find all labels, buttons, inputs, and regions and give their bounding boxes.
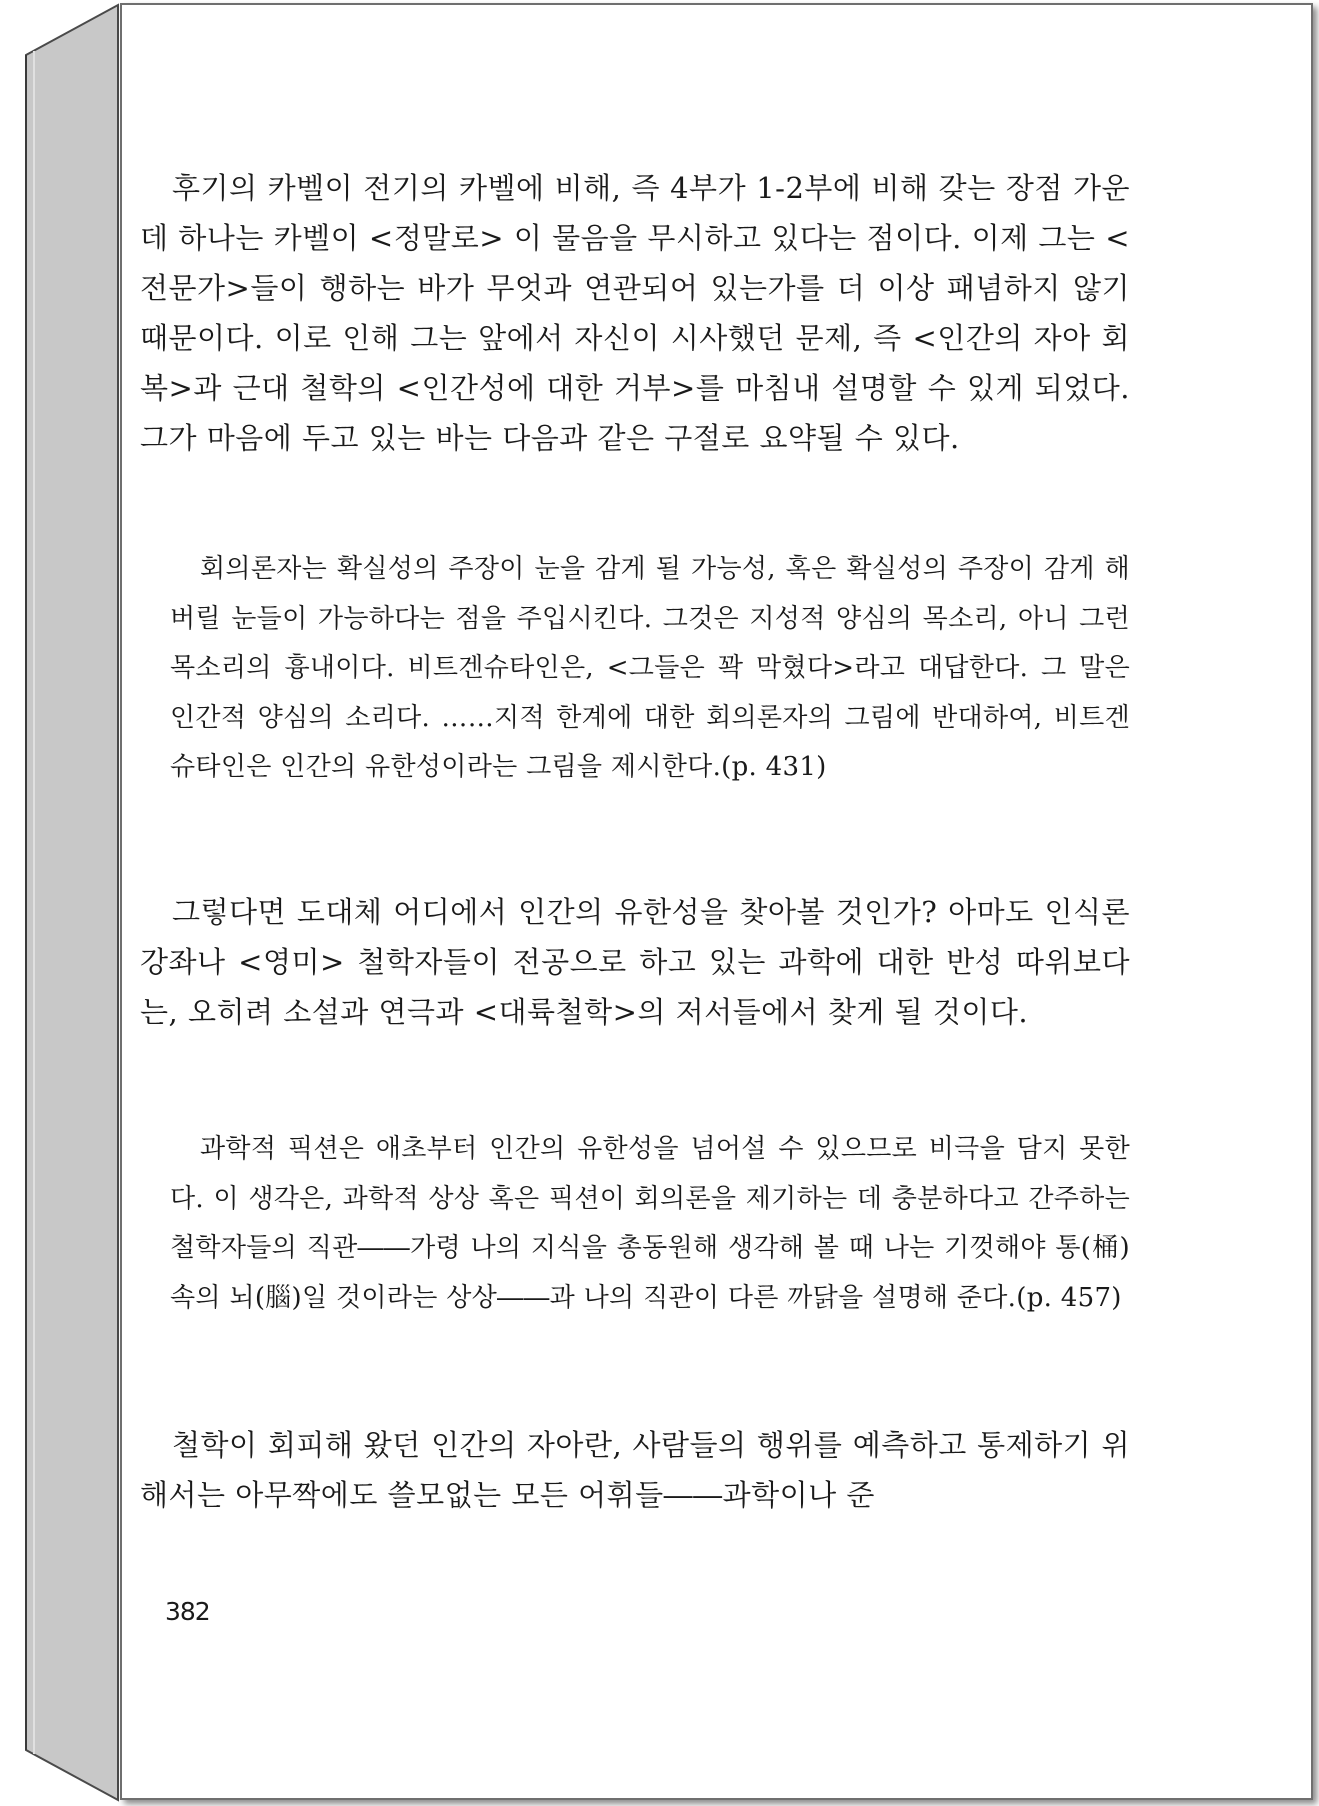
body-paragraph: 그렇다면 도대체 어디에서 인간의 유한성을 찾아볼 것인가? 아마도 인식론 강좌나 <영미> 철학자들이 전공으로 하고 있는 과학에 대한 반성 따위보다는, 오히려 소설과 연극과 <대륙철학>의 저서들에서 찾게 될 것이다. — [140, 895, 1130, 1029]
block-quote: 회의론자는 확실성의 주장이 눈을 감게 될 가능성, 혹은 확실성의 주장이 감게 해버릴 눈들이 가능하다는 점을 주입시킨다. 그것은 지성적 양심의 목소리, 아니 그런 목소리의 흉내이다. 비트겐슈타인은, <그들은 꽉 막혔다>라고 대답한다. 그 말은 인간적 양심의 소리다. ……지적 한계에 대한 회의론자의 그림에 반대하여, 비트겐슈타인은 인간의 유한성이라는 그림을 제시한다.(p. 431) — [170, 554, 1130, 782]
book-spine — [0, 0, 122, 1806]
page-number: 382 — [165, 1597, 210, 1626]
body-paragraph: 후기의 카벨이 전기의 카벨에 비해, 즉 4부가 1-2부에 비해 갖는 장점 가운데 하나는 카벨이 <정말로> 이 물음을 무시하고 있다는 점이다. 이제 그는 <전문가>들이 행하는 바가 무엇과 연관되어 있는가를 더 이상 패념하지 않기 때문이다. 이로 인해 그는 앞에서 자신이 시사했던 문제, 즉 <인간의 자아 회복>과 근대 철학의 <인간성에 대한 거부>를 마침내 설명할 수 있게 되었다. 그가 마음에 두고 있는 바는 다음과 같은 구절로 요약될 수 있다. — [140, 171, 1130, 455]
body-paragraph: 철학이 회피해 왔던 인간의 자아란, 사람들의 행위를 예측하고 통제하기 위해서는 아무짝에도 쓸모없는 모든 어휘들――과학이나 준 — [140, 1428, 1130, 1512]
block-quote: 과학적 픽션은 애초부터 인간의 유한성을 넘어설 수 있으므로 비극을 담지 못한다. 이 생각은, 과학적 상상 혹은 픽션이 회의론을 제기하는 데 충분하다고 간주하는 철학자들의 직관――가령 나의 지식을 총동원해 생각해 볼 때 나는 기껏해야 통(桶)속의 뇌(腦)일 것이라는 상상――과 나의 직관이 다른 까닭을 설명해 준다.(p. 457) — [170, 1134, 1130, 1313]
